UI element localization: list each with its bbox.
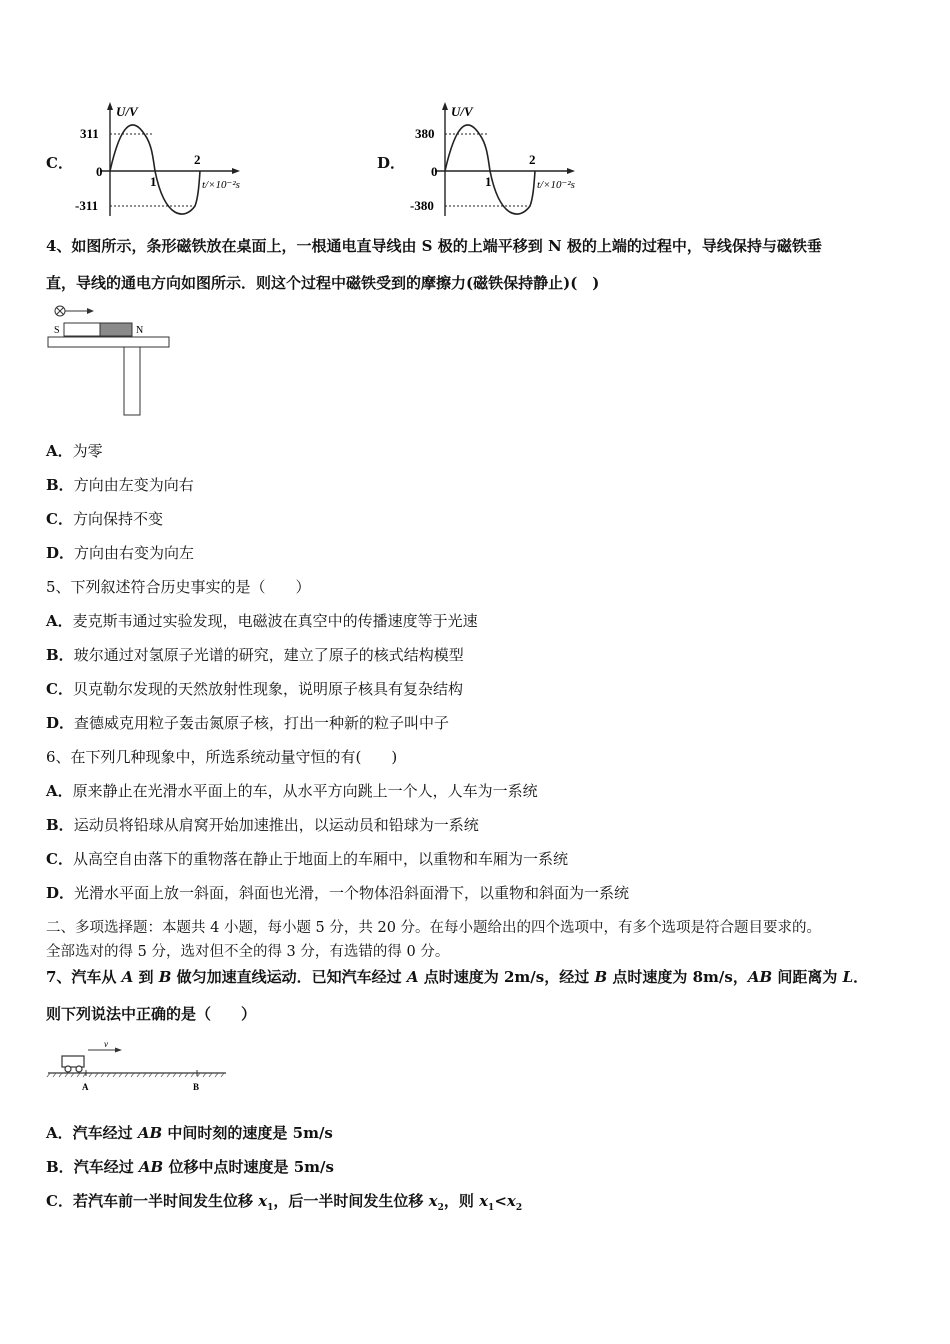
amp-label: 311 <box>80 126 99 141</box>
option-d-label: D． <box>377 154 406 172</box>
car-wheel <box>65 1066 71 1072</box>
q7-car-figure <box>46 1036 231 1096</box>
amp-label: 380 <box>415 126 435 141</box>
section2-line2: 全部选对的得 5 分，选对但不全的得 3 分，有选错的得 0 分。 <box>46 944 450 960</box>
table-top <box>48 337 169 347</box>
neg-amp-label: -380 <box>410 198 434 213</box>
tick-1: 1 <box>150 174 157 189</box>
velocity-label: v <box>104 1039 108 1049</box>
q7-stem-line2: 则下列说法中正确的是（ ） <box>46 1005 257 1023</box>
y-axis-label: U/V <box>116 104 138 119</box>
q7-option-b: B．汽车经过 AB 位移中点时速度是 5m/s <box>46 1158 334 1176</box>
q7-stem-line1: 7、汽车从 A 到 B 做匀加速直线运动．已知汽车经过 A 点时速度为 2m/s，经过 B 点时速度为 8m/s，AB 间距离为 L． <box>46 968 869 986</box>
tick-1: 1 <box>485 174 492 189</box>
graph-d <box>405 98 605 223</box>
q4-stem-line1: 4、如图所示，条形磁铁放在桌面上，一根通电直导线由 S 极的上端平移到 N 极的上端的过程中，导线保持与磁铁垂 <box>46 237 822 255</box>
point-a-label: A <box>82 1082 89 1092</box>
neg-amp-label: -311 <box>75 198 99 213</box>
q4-option-a: A．为零 <box>46 442 103 460</box>
q5-option-d: D．查德威克用粒子轰击氮原子核，打出一种新的粒子叫中子 <box>46 714 450 732</box>
sine-curve <box>110 125 200 214</box>
q7-option-a: A．汽车经过 AB 中间时刻的速度是 5m/s <box>46 1124 333 1142</box>
option-c-label: C． <box>46 154 73 172</box>
y-axis-label: U/V <box>451 104 473 119</box>
q5-option-c: C．贝克勒尔发现的天然放射性现象，说明原子核具有复杂结构 <box>46 680 463 698</box>
graph-c <box>70 98 270 223</box>
q5-option-a: A．麦克斯韦通过实验发现，电磁波在真空中的传播速度等于光速 <box>46 612 478 630</box>
q4-option-c: C．方向保持不变 <box>46 510 163 528</box>
tick-2: 2 <box>529 152 536 167</box>
sine-curve <box>445 125 535 214</box>
q6-option-a: A．原来静止在光滑水平面上的车，从水平方向跳上一个人，人车为一系统 <box>46 782 538 800</box>
q6-stem: 6、在下列几种现象中，所选系统动量守恒的有( ) <box>46 748 398 766</box>
table-leg <box>124 347 140 415</box>
x-axis-label: t/×10⁻²s <box>202 179 240 191</box>
q5-stem: 5、下列叙述符合历史事实的是（ ） <box>46 578 311 596</box>
q6-option-d: D．光滑水平面上放一斜面，斜面也光滑，一个物体沿斜面滑下，以重物和斜面为一系统 <box>46 884 630 902</box>
magnet-s-label: S <box>54 325 60 336</box>
tick-2: 2 <box>194 152 201 167</box>
q7-option-c: C．若汽车前一半时间发生位移 $x_1$，后一半时间发生位移 $x_2$，则 $x_1<x_2$ <box>46 1192 523 1213</box>
magnet-n-label: N <box>136 325 144 336</box>
car-wheel <box>76 1066 82 1072</box>
origin-label: 0 <box>96 164 103 179</box>
q4-option-b: B．方向由左变为向右 <box>46 476 194 494</box>
q4-magnet-figure <box>46 300 176 420</box>
point-b-label: B <box>193 1082 200 1092</box>
magnet-s-half <box>64 323 100 336</box>
q6-option-c: C．从高空自由落下的重物落在静止于地面上的车厢中，以重物和车厢为一系统 <box>46 850 568 868</box>
q6-option-b: B．运动员将铅球从肩窝开始加速推出，以运动员和铅球为一系统 <box>46 816 479 834</box>
car-body <box>62 1056 84 1067</box>
origin-label: 0 <box>431 164 438 179</box>
x-axis-label: t/×10⁻²s <box>537 179 575 191</box>
section2-line1: 二、多项选择题：本题共 4 小题，每小题 5 分，共 20 分。在每小题给出的四个选项中，有多个选项是符合题目要求的。 <box>46 920 822 936</box>
magnet-n-half <box>100 323 132 336</box>
q5-option-b: B．玻尔通过对氢原子光谱的研究，建立了原子的核式结构模型 <box>46 646 464 664</box>
q4-option-d: D．方向由右变为向左 <box>46 544 195 562</box>
q4-stem-line2: 直，导线的通电方向如图所示．则这个过程中磁铁受到的摩擦力(磁铁保持静止)( ) <box>46 274 600 292</box>
